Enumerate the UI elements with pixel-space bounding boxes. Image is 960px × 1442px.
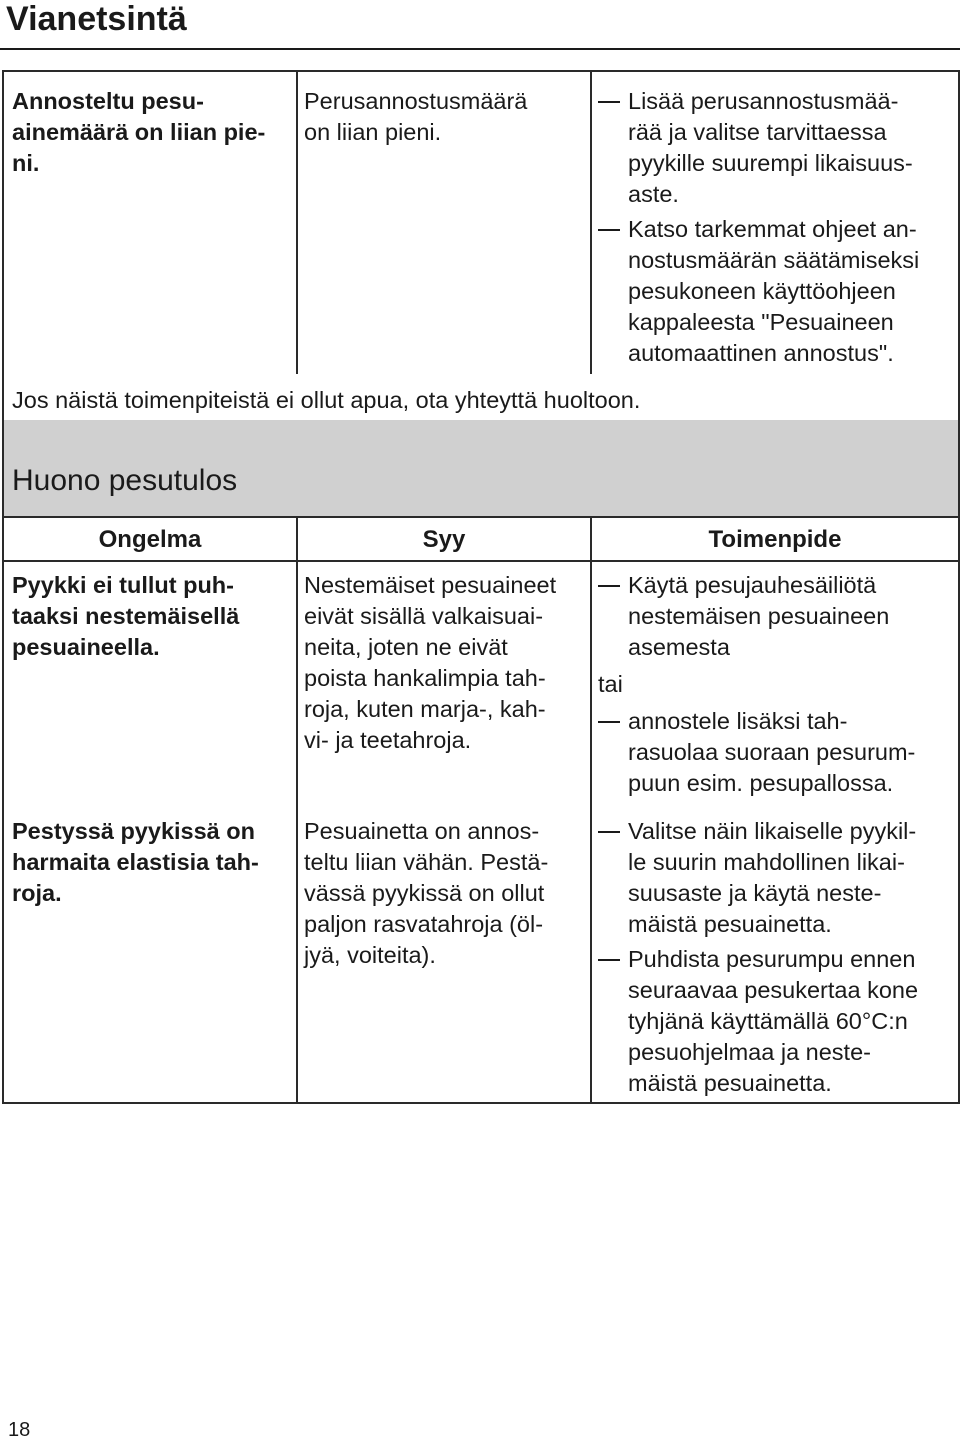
section-title: Huono pesutulos (12, 464, 238, 497)
action-item: Lisää perusannostusmää- rää ja valitse tarvittaessa pyykille suurempi likaisuus- aste. (598, 86, 954, 210)
action-item: annostele lisäksi tah- rasuolaa suoraan pesurum- puun esim. pesupallossa. (598, 706, 954, 799)
column-header-cause: Syy (422, 526, 466, 553)
page-number: 18 (8, 1419, 31, 1441)
action-item: Puhdista pesurumpu ennen seuraavaa pesukertaa kone tyhjänä käyttämällä 60°C:n pesuohjelmaa ja neste- mäistä pesuainetta. (598, 944, 954, 1099)
cause-cell: Nestemäiset pesuaineet eivät sisällä valkaisuai- neita, joten ne eivät poista hankalimpia tah- roja, kuten marja-, kah- vi- ja teetahroja. (304, 572, 557, 753)
service-note: Jos näistä toimenpiteistä ei ollut apua, ota yhteyttä huoltoon. (12, 387, 641, 413)
action-item: Käytä pesujauhesäiliötä nestemäisen pesuaineen asemesta (598, 570, 954, 663)
column-divider (590, 518, 592, 1102)
cause-cell: Pesuainetta on annos- teltu liian vähän. Pestä- vässä pyykissä on ollut paljon rasvatahroja (öl- jyä, voiteita). (304, 818, 549, 968)
action-connector: tai (598, 671, 623, 697)
problem-cell: Pyykki ei tullut puh- taaksi nestemäisellä pesuaineella. (12, 572, 240, 660)
action-cell (598, 86, 954, 369)
action-item: Valitse näin likaiselle pyykil- le suurin mahdollinen likai- suusaste ja käytä neste- mäistä pesuainetta. (598, 816, 954, 940)
column-divider (590, 72, 592, 374)
action-cell (598, 570, 954, 799)
problem-cell: Annosteltu pesu- ainemäärä on liian pie- ni. (12, 88, 266, 176)
troubleshooting-table-dosage (2, 70, 960, 422)
section-header (2, 420, 960, 516)
page-title: Vianetsintä (6, 0, 187, 38)
column-divider (296, 72, 298, 374)
header-rule (4, 560, 958, 562)
problem-cell: Pestyssä pyykissä on harmaita elastisia tah- roja. (12, 818, 259, 906)
action-item: Katso tarkemmat ohjeet an- nostusmäärän säätämiseksi pesukoneen käyttöohjeen kappaleesta "Pesuaineen automaattinen annostus". (598, 214, 954, 369)
column-header-problem: Ongelma (98, 526, 202, 553)
cause-cell: Perusannostusmäärä on liian pieni. (304, 88, 528, 145)
column-divider (296, 518, 298, 1102)
column-header-action: Toimenpide (708, 526, 842, 553)
header-rule (0, 48, 960, 50)
troubleshooting-table-washing (2, 516, 960, 1104)
action-cell (598, 816, 954, 1099)
